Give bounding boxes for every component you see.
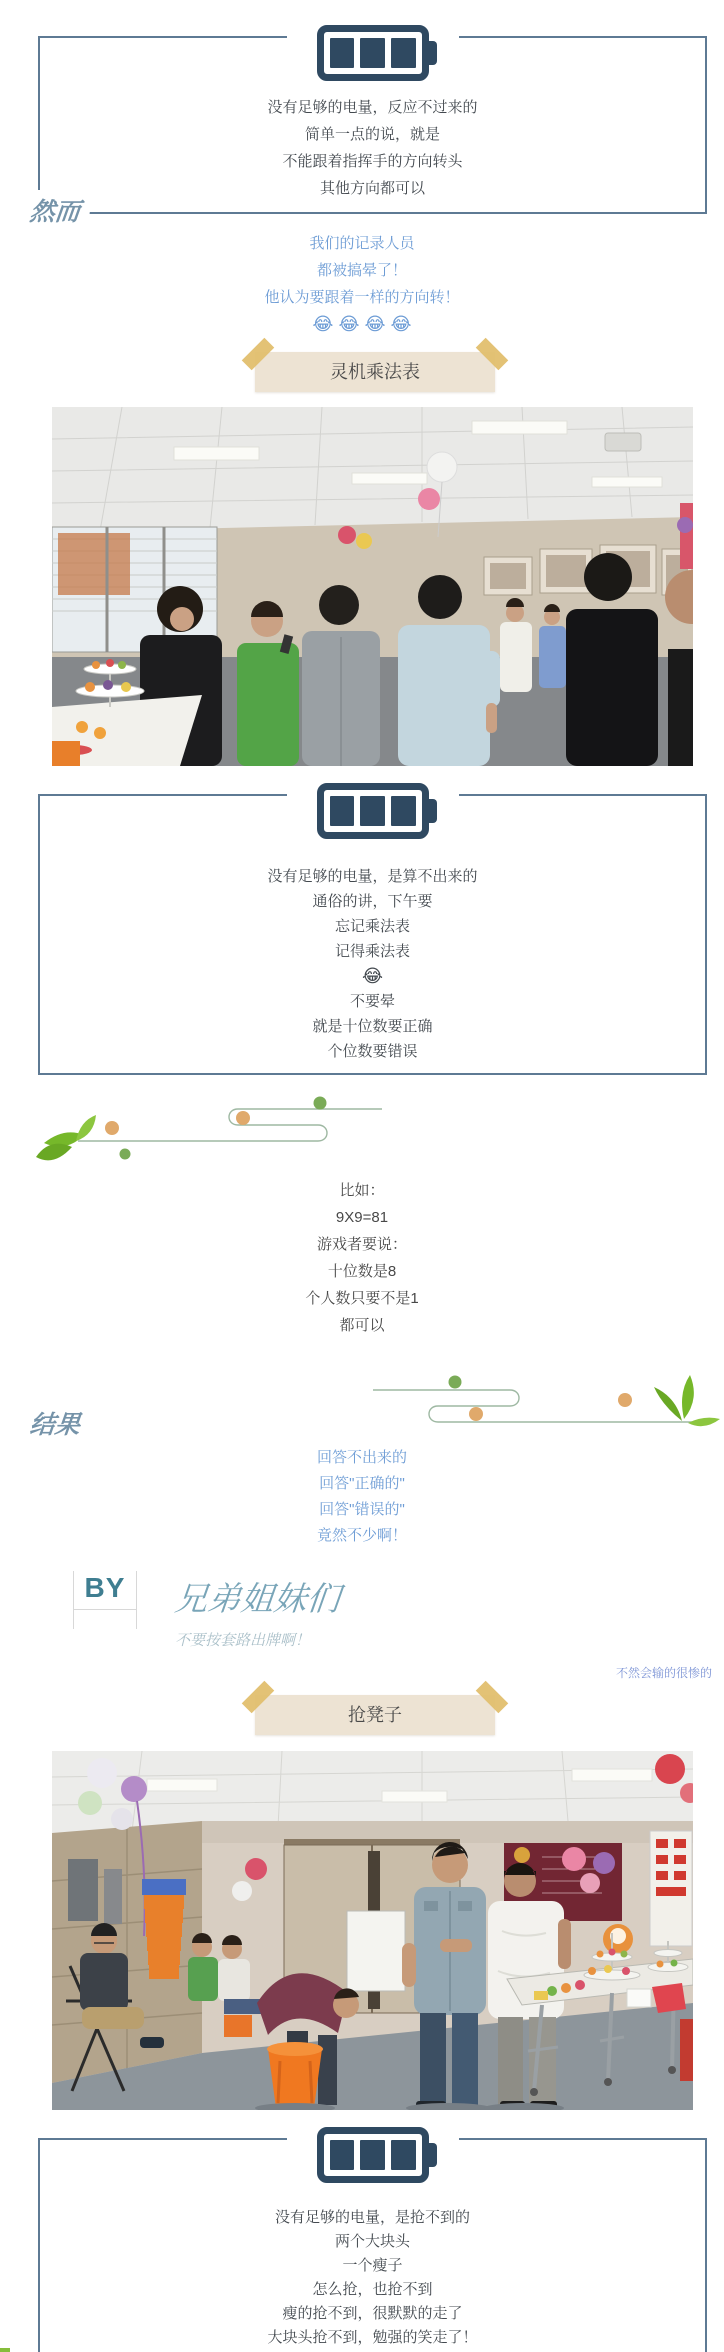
tape-icon xyxy=(476,1681,509,1714)
reaction-line: 我们的记录人员 xyxy=(309,235,415,252)
battery-bar xyxy=(360,38,385,68)
byline-block xyxy=(73,1571,724,1650)
box1-line: 没有足够的电量，反应不过来的 xyxy=(267,99,478,116)
battery-box-2 xyxy=(38,794,707,1075)
tape-icon xyxy=(242,1681,275,1714)
reaction-block xyxy=(0,230,724,338)
section-label-result: 结果 xyxy=(28,1405,88,1441)
by-cell xyxy=(73,1571,137,1629)
battery-bar xyxy=(330,796,355,826)
battery-bar xyxy=(391,796,416,826)
battery-bar xyxy=(330,38,355,68)
reaction-line: 都被搞晕了！ xyxy=(316,262,407,279)
section-label-however: 然而 xyxy=(26,190,92,230)
tape-icon xyxy=(476,338,509,371)
photo-multiplication-game[interactable] xyxy=(52,407,693,766)
battery-body xyxy=(317,783,429,839)
box3-line: 瘦的抢不到，很默默的走了 xyxy=(282,2305,463,2322)
by-title: 兄弟姐妹们 xyxy=(172,1580,342,1617)
example-line: 十位数是8 xyxy=(327,1263,397,1280)
leaf-divider-right xyxy=(0,1361,724,1439)
box2-line: 没有足够的电量，是算不出来的 xyxy=(267,868,478,885)
box2-line: 个位数要错误 xyxy=(327,1043,418,1060)
battery-body xyxy=(317,25,429,81)
example-block xyxy=(0,1177,724,1339)
box2-line: 忘记乘法表 xyxy=(334,918,410,935)
leaf-divider-left xyxy=(0,1091,724,1169)
leaf-swirl-ornament xyxy=(30,1091,430,1169)
box2-line: 记得乘法表 xyxy=(334,943,410,960)
leaf-swirl-ornament xyxy=(340,1361,724,1431)
result-line: 回答"正确的" xyxy=(319,1475,405,1492)
box3-line: 大块头抢不到，勉强的笑走了！ xyxy=(267,2329,478,2346)
reaction-line: 他认为要跟着一样的方向转！ xyxy=(264,289,460,306)
laughing-emoji: 😂 xyxy=(361,966,384,986)
battery-icon xyxy=(287,2127,459,2183)
banner-title: 灵机乘法表 xyxy=(330,362,420,382)
battery-icon xyxy=(287,25,459,81)
warning-note: 不然会输的很惨的 xyxy=(615,1666,712,1680)
box2-line: 不要晕 xyxy=(349,993,395,1010)
box3-line: 一个瘦子 xyxy=(342,2257,403,2274)
result-line: 竟然不少啊！ xyxy=(316,1527,407,1544)
battery-bar xyxy=(360,796,385,826)
by-label: BY xyxy=(84,1572,126,1603)
battery-box-1 xyxy=(28,36,707,226)
tape-icon xyxy=(242,338,275,371)
by-subtitle: 不要按套路出牌啊！ xyxy=(175,1632,311,1649)
battery-bar xyxy=(391,38,416,68)
battery-box-3 xyxy=(38,2138,707,2352)
banner-title: 抢凳子 xyxy=(348,1705,402,1725)
result-line: 回答不出来的 xyxy=(316,1449,407,1466)
next-section-leaf-fragment xyxy=(0,2348,10,2352)
office-party-photo-illustration xyxy=(52,407,693,766)
box2-line: 通俗的讲，下午要 xyxy=(312,893,433,910)
battery-bar xyxy=(360,2140,385,2170)
photo-musical-chairs[interactable] xyxy=(52,1751,693,2110)
laughing-emoji-row: 😂 😂 😂 😂 xyxy=(312,314,412,334)
result-block xyxy=(0,1445,724,1549)
example-line: 都可以 xyxy=(339,1317,385,1334)
example-line: 9X9=81 xyxy=(335,1209,389,1226)
box3-line: 两个大块头 xyxy=(334,2233,410,2250)
box1-line: 简单一点的说，就是 xyxy=(304,126,440,143)
battery-bar xyxy=(330,2140,355,2170)
musical-chairs-photo-illustration xyxy=(52,1751,693,2110)
box3-line: 怎么抢，也抢不到 xyxy=(312,2281,433,2298)
example-line: 游戏者要说： xyxy=(316,1236,407,1253)
box2-line: 就是十位数要正确 xyxy=(312,1018,433,1035)
battery-icon xyxy=(287,783,459,839)
box1-line: 不能跟着指挥手的方向转头 xyxy=(282,153,463,170)
battery-body xyxy=(317,2127,429,2183)
example-line: 比如： xyxy=(339,1182,385,1199)
by-text xyxy=(172,1571,342,1650)
box1-line: 其他方向都可以 xyxy=(319,180,425,197)
battery-bar xyxy=(391,2140,416,2170)
banner-grab-stool xyxy=(255,1695,495,1735)
result-line: 回答"错误的" xyxy=(319,1501,405,1518)
example-line: 个人数只要不是1 xyxy=(305,1290,419,1307)
box3-line: 没有足够的电量，是抢不到的 xyxy=(274,2209,470,2226)
banner-multiplication xyxy=(255,352,495,392)
